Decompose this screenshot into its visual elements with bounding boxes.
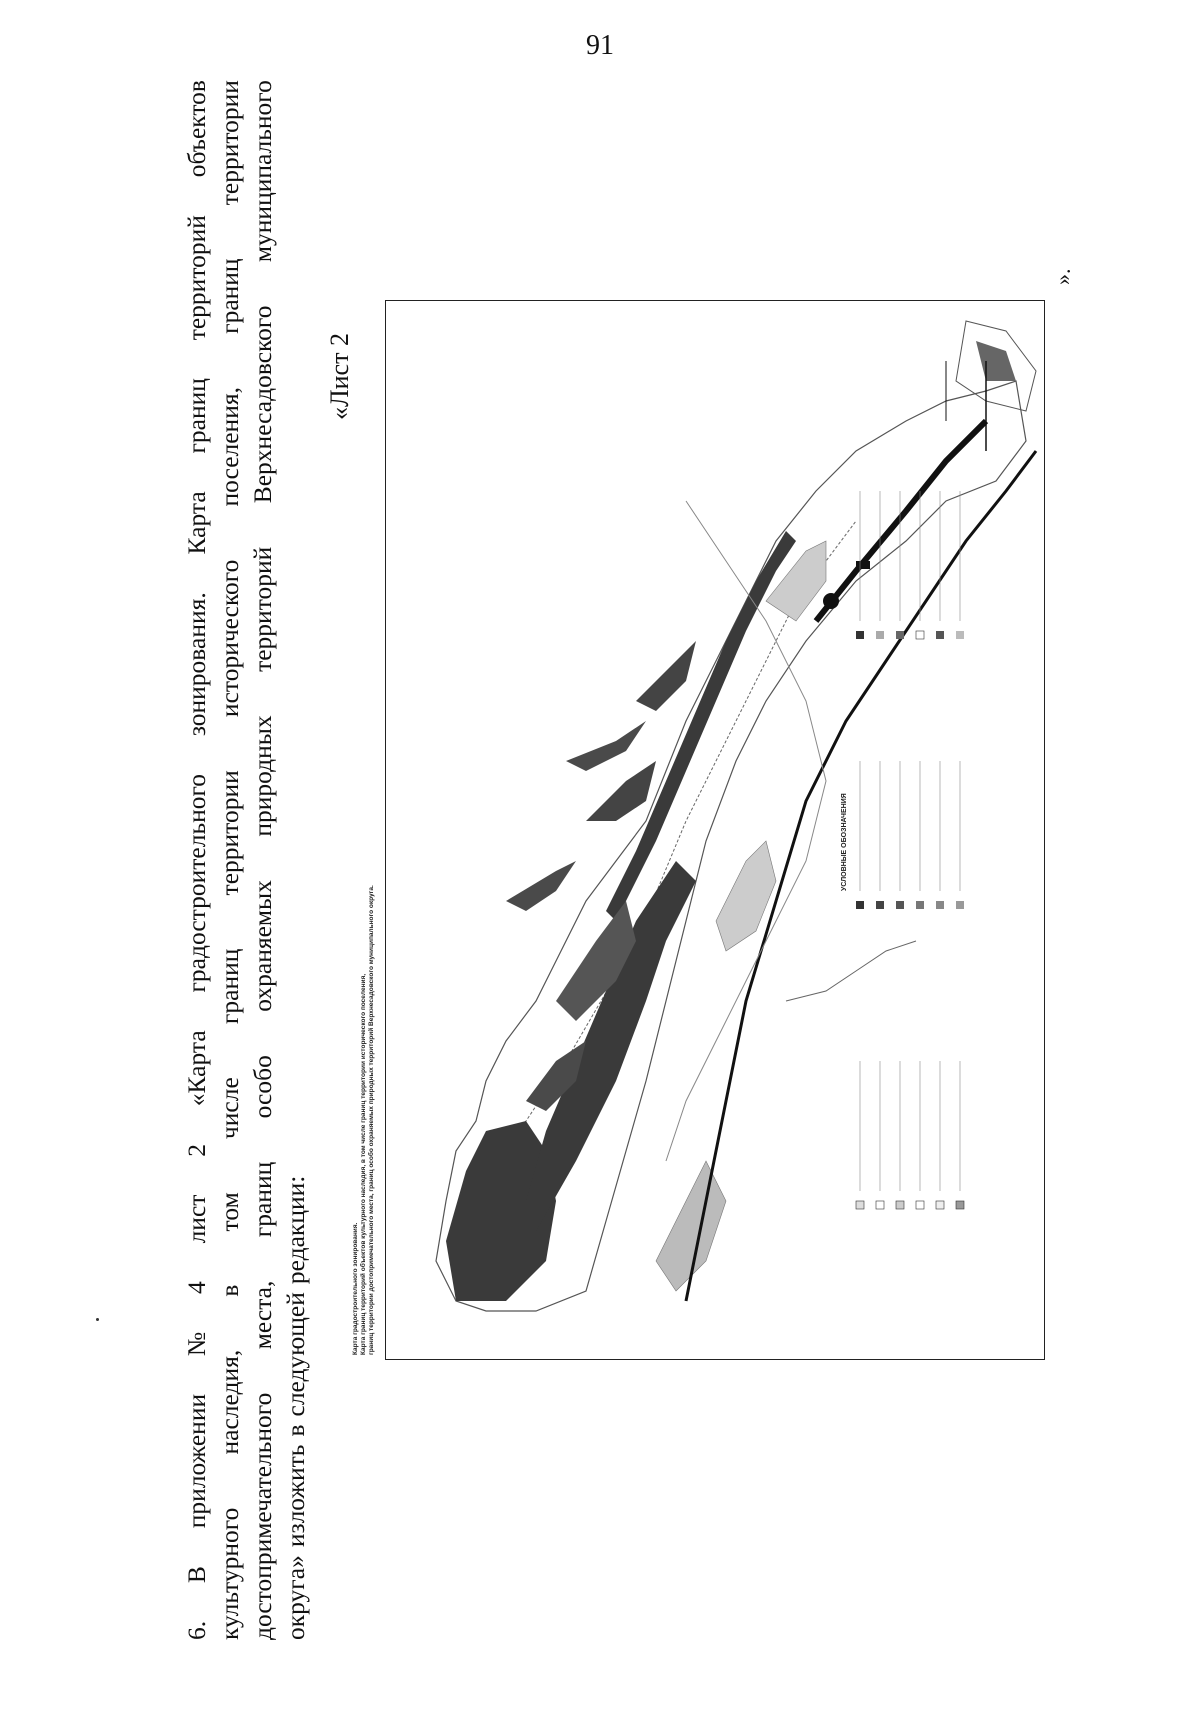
word: Карта — [182, 491, 211, 555]
word: поселения, — [215, 387, 244, 507]
word: территорий — [182, 215, 211, 341]
sheet-label: «Лист 2 — [325, 333, 354, 420]
paragraph-line — [213, 80, 246, 1640]
word: зонирования. — [182, 592, 211, 737]
word: 6. — [182, 1620, 211, 1640]
map-title-line: Карта градостроительного зонирования. — [352, 1222, 359, 1355]
word: изложить — [281, 1444, 310, 1548]
page-number: 91 — [586, 30, 614, 61]
word: особо — [248, 1055, 277, 1119]
word: границ — [182, 378, 211, 454]
word: № — [182, 1331, 211, 1357]
word: природных — [248, 715, 277, 837]
word: числе — [215, 1077, 244, 1140]
word: том — [215, 1192, 244, 1232]
word: места, — [248, 1280, 277, 1350]
zoning-map — [385, 300, 1045, 1360]
protected-zone — [526, 861, 696, 1231]
body-paragraph — [180, 80, 340, 1640]
paragraph-line — [246, 80, 279, 1640]
legend-heading: УСЛОВНЫЕ ОБОЗНАЧЕНИЯ — [841, 793, 848, 891]
word: 2 — [182, 1144, 211, 1157]
paragraph-line — [180, 80, 213, 1640]
closing-quote: ». — [1050, 268, 1075, 285]
word: достопримечательного — [248, 1392, 277, 1640]
word: охраняемых — [248, 880, 277, 1012]
word: лист — [182, 1194, 211, 1244]
paragraph-line — [279, 80, 312, 1640]
word: границ — [215, 948, 244, 1025]
word: культурного — [215, 1507, 244, 1640]
word: в — [281, 1424, 310, 1437]
word: следующей — [281, 1292, 310, 1417]
word: округа» — [281, 1555, 310, 1640]
map-title — [352, 675, 376, 1355]
word: Верхнесадовского — [248, 305, 277, 504]
word: исторического — [215, 559, 244, 718]
word: объектов — [182, 80, 211, 178]
word: территории — [215, 80, 244, 206]
word: территорий — [248, 546, 277, 672]
word: «Карта — [182, 1030, 211, 1107]
map-drawing — [386, 301, 1046, 1361]
word: градостроительного — [182, 773, 211, 993]
word: В — [182, 1566, 211, 1584]
map-title-line: границ территории достопримечательного места, границ особо охраняемых природных территорий Верхнесадовского муниципального округа. — [368, 885, 375, 1355]
word: границ — [248, 1161, 277, 1238]
word: муниципального — [248, 80, 277, 263]
word: территории — [215, 770, 244, 896]
map-title-line: Карта границ территорий объектов культурного наследия, в том числе границ территории исторического поселения, — [360, 973, 367, 1355]
word: в — [215, 1284, 244, 1297]
scan-speck — [96, 1318, 99, 1321]
word: границ — [215, 258, 244, 334]
word: приложении — [182, 1393, 211, 1529]
word: 4 — [182, 1281, 211, 1294]
legend — [856, 491, 964, 1209]
word: редакции: — [281, 1175, 310, 1285]
word: наследия, — [215, 1349, 244, 1455]
